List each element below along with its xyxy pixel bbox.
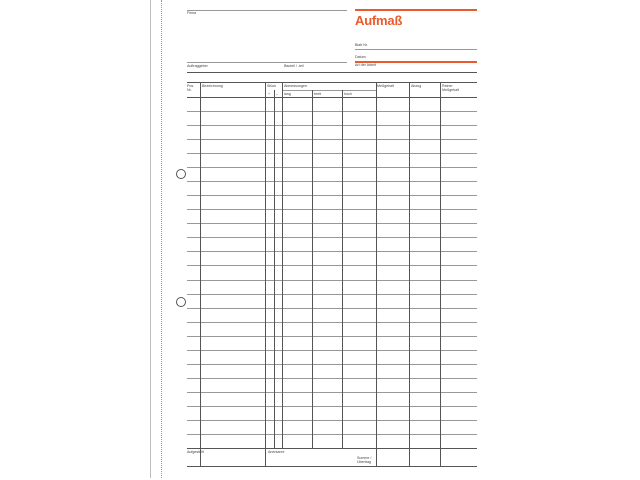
col-pos-divider [200, 82, 201, 466]
table-row-line [187, 195, 477, 196]
footer-bottom-border [187, 466, 477, 467]
table-row-line [187, 294, 477, 295]
table-row-line [187, 223, 477, 224]
table-row-line [187, 181, 477, 182]
col-bezeichnung-divider [265, 82, 266, 466]
table-row-line [187, 251, 477, 252]
perforation-line [161, 0, 162, 478]
form-title: Aufmaß [355, 13, 403, 28]
title-bar-top [355, 9, 477, 11]
header-nr: Nr. [187, 88, 192, 92]
firma-label: Firma [187, 11, 197, 15]
table-row-line [187, 364, 477, 365]
table-row-line [187, 280, 477, 281]
col-hoch-divider [376, 82, 377, 466]
table-row-line [187, 434, 477, 435]
col-lang-divider [312, 90, 313, 448]
table-row-line [187, 125, 477, 126]
header-pos: Pos. [187, 84, 195, 88]
sheet-edge [150, 0, 151, 478]
table-row-line [187, 153, 477, 154]
header-plus: + [268, 92, 271, 96]
table-row-line [187, 308, 477, 309]
table-row-line [187, 111, 477, 112]
header-bottom-border [187, 97, 477, 98]
table-bottom-border [187, 448, 477, 449]
footer-anerkannt: Anerkannt [268, 450, 285, 454]
table-row-line [187, 237, 477, 238]
table-row-line [187, 420, 477, 421]
header-reiner-2: Meßgehalt [442, 88, 459, 92]
footer-summe: Summe / [357, 456, 372, 460]
col-abzug-divider [440, 82, 441, 466]
table-row-line [187, 378, 477, 379]
footer-uebertrag: Übertrag [357, 460, 371, 464]
auftraggeber-label: Auftraggeber [187, 64, 208, 68]
header-stueck: Stück [267, 84, 276, 88]
blatt-label: Blatt Nr. [355, 43, 368, 47]
header-hoch: hoch [344, 92, 352, 96]
client-line [187, 72, 477, 73]
table-row-line [187, 167, 477, 168]
col-plus-divider [274, 90, 275, 448]
col-breit-divider [342, 90, 343, 448]
abmessungen-subline [282, 90, 376, 91]
punch-hole-top [176, 169, 186, 179]
punch-hole-bottom [176, 297, 186, 307]
table-row-line [187, 209, 477, 210]
auftraggeber-line-top [187, 62, 347, 63]
table-row-line [187, 265, 477, 266]
table-row-line [187, 336, 477, 337]
col-stueck-divider [282, 82, 283, 448]
header-breit: breit [314, 92, 321, 96]
blatt-line [355, 49, 477, 50]
table-top-border [187, 82, 477, 83]
header-minus: – [276, 92, 278, 96]
header-messgehalt: Meßgehalt [377, 84, 394, 88]
table-row-line [187, 406, 477, 407]
table-row-line [187, 392, 477, 393]
header-lang: lang [284, 92, 291, 96]
firma-line [187, 10, 347, 11]
header-abmessungen: Abmessungen [284, 84, 307, 88]
footer-aufgestellt: Aufgestellt [187, 450, 204, 454]
table-row-line [187, 350, 477, 351]
header-reiner: Reiner [442, 84, 453, 88]
art-label: Art der Arbeit [355, 63, 376, 67]
header-bezeichnung: Bezeichnung [202, 84, 223, 88]
col-messgehalt-divider [409, 82, 410, 466]
table-row-line [187, 139, 477, 140]
bauteil-label: Bauteil / -teil [284, 64, 304, 68]
datum-label: Datum [355, 55, 366, 59]
table-row-line [187, 322, 477, 323]
header-abzug: Abzug [411, 84, 422, 88]
